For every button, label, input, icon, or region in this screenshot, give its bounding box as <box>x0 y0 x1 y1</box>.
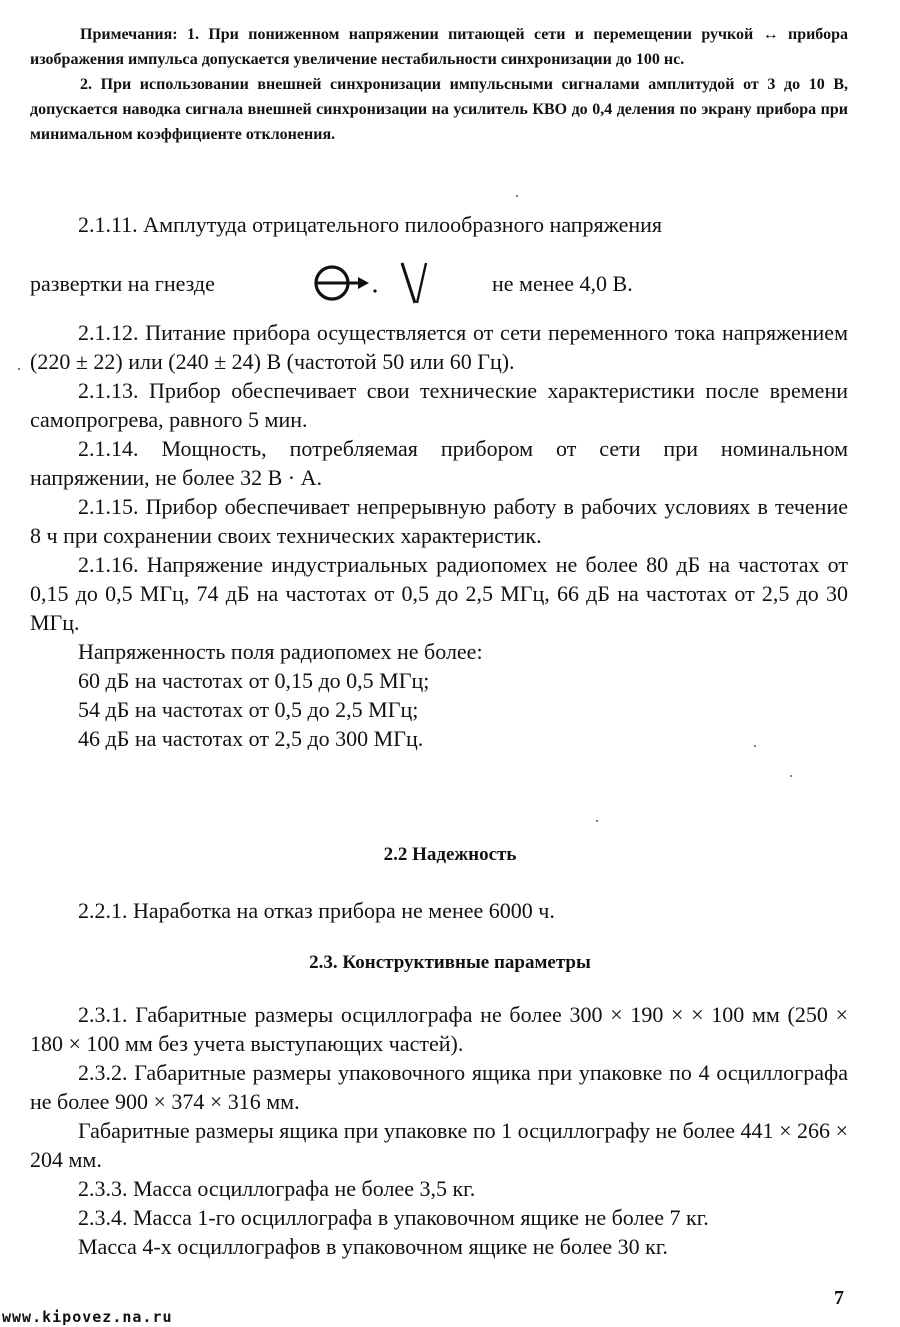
sweep-output-jack-icon <box>312 257 382 307</box>
footer-url: www.kipovez.na.ru <box>2 1308 173 1326</box>
notes-block <box>30 22 848 147</box>
main-paragraphs <box>30 318 848 753</box>
field-strength-intro: Напряженность поля радиопомех не более: <box>78 639 483 664</box>
clause-2-3-3: 2.3.3. Масса осциллографа не более 3,5 кг. <box>78 1176 476 1201</box>
clause-2-1-12: 2.1.12. Питание прибора осуществляется от сети переменного тока напряжением (220 ± 22) или (240 ± 24) В (частотой 50 или 60 Гц). <box>30 320 848 374</box>
scan-speck <box>754 745 756 747</box>
scan-speck <box>790 775 792 777</box>
clause-2-1-15: 2.1.15. Прибор обеспечивает непрерывную работу в рабочих условиях в течение 8 ч при сохранении своих технических характеристик. <box>30 494 848 548</box>
clause-2-1-16: 2.1.16. Напряжение индустриальных радиопомех не более 80 дБ на частотах от 0,15 до 0,5 МГц, 74 дБ на частотах от 0,5 до 2,5 МГц, 66 дБ на частотах от 2,5 до 30 МГц. <box>30 552 848 635</box>
clause-2-1-14: 2.1.14. Мощность, потребляемая прибором от сети при номинальном напряжении, не более 32 В · А. <box>30 436 848 490</box>
jack-label: развертки на гнезде <box>30 271 215 296</box>
jack-voltage-value: не менее 4,0 В. <box>492 271 633 296</box>
clause-2-2-1: 2.2.1. Наработка на отказ прибора не менее 6000 ч. <box>78 898 555 923</box>
clause-2-3-2: 2.3.2. Габаритные размеры упаковочного ящика при упаковке по 4 осциллографа не более 900 × 374 × 316 мм. <box>30 1060 848 1114</box>
page-number: 7 <box>834 1287 844 1309</box>
clause-2-1-11-line2 <box>30 257 848 313</box>
scan-speck <box>18 368 20 370</box>
section-2-2-body <box>30 896 848 925</box>
mass-four-units: Масса 4-х осциллографов в упаковочном ящике не более 30 кг. <box>78 1234 668 1259</box>
clause-2-3-1: 2.3.1. Габаритные размеры осциллографа не более 300 × 190 × × 100 мм (250 × 180 × 100 мм без учета выступающих частей). <box>30 1002 848 1056</box>
section-2-2-heading: 2.2 Надежность <box>383 844 517 865</box>
clause-2-1-11-text: 2.1.11. Амплутуда отрицательного пилообразного напряжения <box>78 212 663 237</box>
clause-2-3-4: 2.3.4. Масса 1-го осциллографа в упаковочном ящике не более 7 кг. <box>78 1205 709 1230</box>
box-dimensions-single: Габаритные размеры ящика при упаковке по 1 осциллографу не более 441 × 266 × 204 мм. <box>30 1118 848 1172</box>
field-strength-item: 46 дБ на частотах от 2,5 до 300 МГц. <box>78 726 424 751</box>
section-2-3-body <box>30 1000 848 1261</box>
clause-2-1-11 <box>30 210 848 239</box>
field-strength-item: 60 дБ на частотах от 0,15 до 0,5 МГц; <box>78 668 430 693</box>
note-1: Примечания: 1. При пониженном напряжении питающей сети и перемещении ручкой ↔ прибора изображения импульса допускается увеличение нестабильности синхронизации до 100 нс. <box>30 26 848 68</box>
section-2-3-heading: 2.3. Конструктивные параметры <box>309 952 591 973</box>
clause-2-1-13: 2.1.13. Прибор обеспечивает свои технические характеристики после времени самопрогрева, равного 5 мин. <box>30 378 848 432</box>
scan-speck <box>596 820 598 822</box>
field-strength-item: 54 дБ на частотах от 0,5 до 2,5 МГц; <box>78 697 419 722</box>
scan-speck <box>516 195 518 197</box>
volt-symbol-icon <box>390 259 440 309</box>
note-2: 2. При использовании внешней синхронизации импульсными сигналами амплитудой от 3 до 10 В, допускается наводка сигнала внешней синхронизации на усилитель КВО до 0,4 деления по экрану прибора при минимальном коэффициенте отклонения. <box>30 76 848 143</box>
